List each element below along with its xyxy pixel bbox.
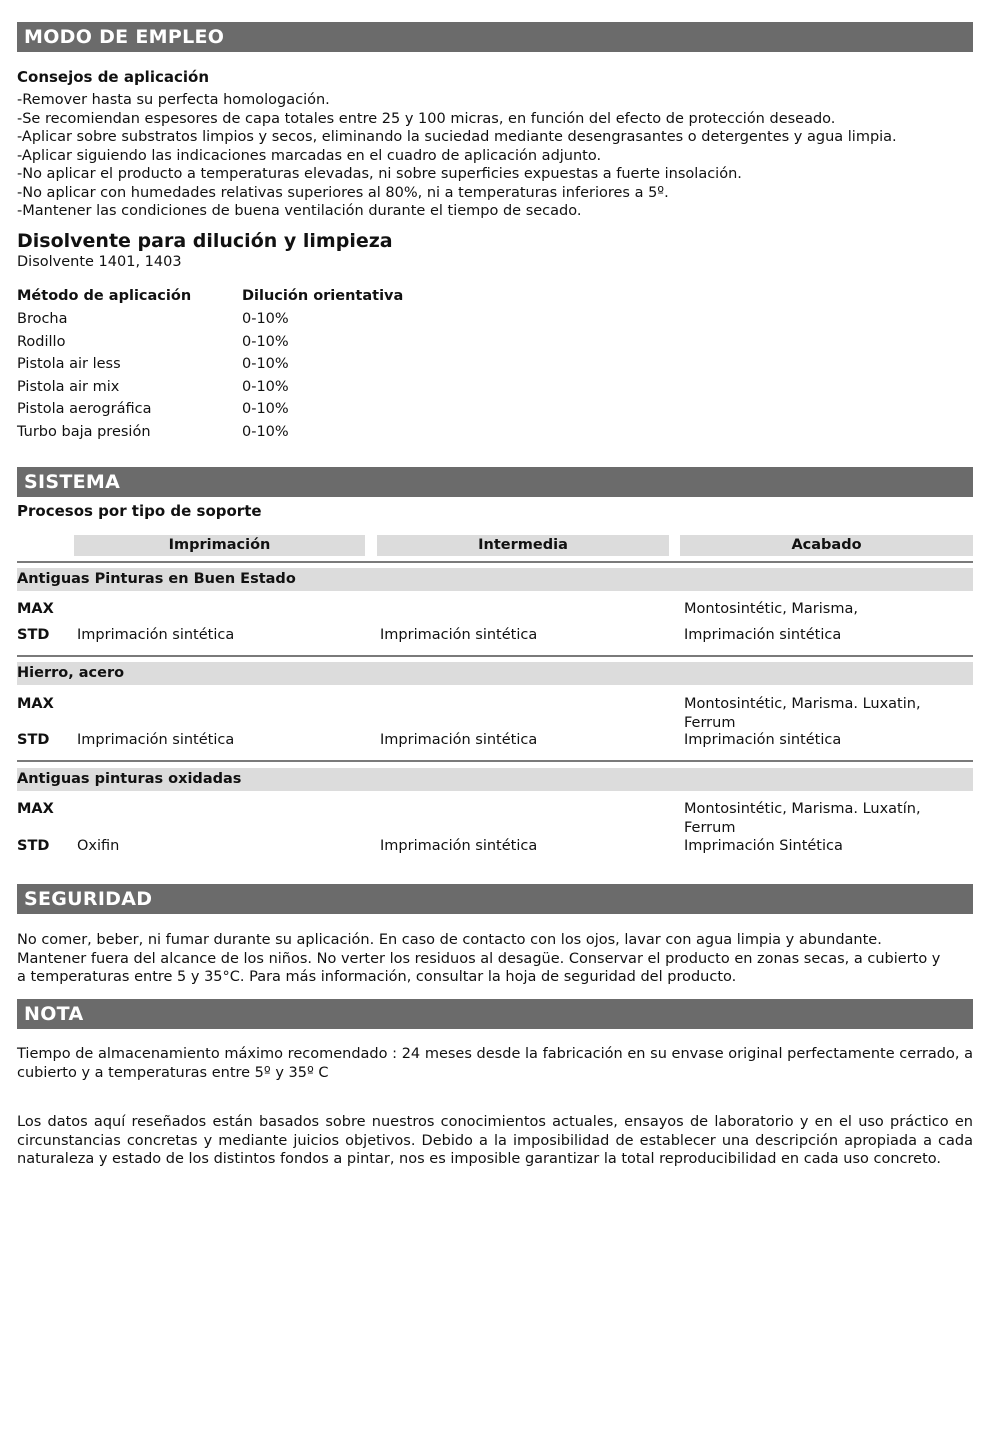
method-name: Pistola air less	[17, 356, 121, 372]
group-title: Hierro, acero	[17, 662, 973, 685]
method-dilution: 0-10%	[242, 378, 289, 395]
seguridad-line: a temperaturas entre 5 y 35°C. Para más información, consultar la hoja de seguridad del producto.	[17, 969, 737, 985]
intermedia-cell: Imprimación sintética	[380, 732, 538, 748]
method-dilution: 0-10%	[242, 423, 289, 440]
imprimacion-cell: Oxifin	[77, 838, 120, 854]
column-header-acabado: Acabado	[680, 535, 973, 556]
consejo-line: -No aplicar con humedades relativas superiores al 80%, ni a temperaturas inferiores a 5º.	[17, 184, 669, 201]
method-table-header	[17, 288, 517, 311]
group-title: Antiguas pinturas oxidadas	[17, 768, 973, 791]
divider	[17, 655, 973, 657]
row-label-max: MAX	[17, 601, 54, 617]
consejo-line: -Aplicar siguiendo las indicaciones marcadas en el cuadro de aplicación adjunto.	[17, 147, 602, 164]
imprimacion-cell: Imprimación sintética	[77, 627, 235, 643]
seguridad-line: No comer, beber, ni fumar durante su aplicación. En caso de contacto con los ojos, lavar con agua limpia y abundante.	[17, 932, 882, 948]
nota-disclaimer: Los datos aquí reseñados están basados sobre nuestros conocimientos actuales, ensayos de laboratorio y en el uso práctico en circunstancias concretas y mediante juicios objetivos. Debido a la imposibilidad de establecer una descripción apropiada a cada naturaleza y estado de los distintos fondos a pintar, nos es imposible garantizar la total reproducibilidad en cada uso concreto.	[17, 1114, 973, 1167]
consejo-line: -No aplicar el producto a temperaturas elevadas, ni sobre superficies expuestas a fuerte insolación.	[17, 166, 742, 182]
column-header-intermedia: Intermedia	[377, 535, 669, 556]
method-row	[17, 356, 517, 379]
method-row	[17, 379, 517, 402]
method-name: Turbo baja presión	[17, 423, 151, 440]
method-row	[17, 311, 517, 334]
divider	[17, 760, 973, 762]
nota-storage: Tiempo de almacenamiento máximo recomendado : 24 meses desde la fabricación en su envase original perfectamente cerrado, a cubierto y a temperaturas entre 5º y 35º C	[17, 1046, 973, 1081]
intermedia-cell: Imprimación sintética	[380, 838, 538, 854]
consejo-line: -Remover hasta su perfecta homologación.	[17, 92, 330, 108]
sistema-subtitle: Procesos por tipo de soporte	[17, 502, 262, 520]
row-label-std: STD	[17, 732, 50, 748]
group-title: Antiguas Pinturas en Buen Estado	[17, 568, 973, 591]
acabado-cell: Montosintétic, Marisma. Luxatin, Ferrum	[684, 696, 921, 731]
method-dilution: 0-10%	[242, 401, 289, 417]
acabado-cell: Montosintétic, Marisma. Luxatín, Ferrum	[684, 801, 921, 836]
acabado-cell: Imprimación Sintética	[684, 838, 843, 854]
consejos-list	[17, 91, 897, 221]
method-col-header: Método de aplicación	[17, 288, 192, 304]
consejos-title: Consejos de aplicación	[17, 68, 209, 86]
intermedia-cell: Imprimación sintética	[380, 627, 538, 643]
method-row	[17, 424, 517, 447]
section-header-nota: NOTA	[17, 999, 973, 1029]
section-header-modo-empleo: MODO DE EMPLEO	[17, 22, 973, 52]
disolvente-value: Disolvente 1401, 1403	[17, 254, 182, 270]
dilution-col-header: Dilución orientativa	[242, 288, 404, 304]
method-row	[17, 401, 517, 424]
method-dilution: 0-10%	[242, 356, 289, 372]
disolvente-title: Disolvente para dilución y limpieza	[17, 230, 393, 252]
acabado-cell: Imprimación sintética	[684, 732, 842, 748]
row-label-std: STD	[17, 838, 50, 854]
divider	[17, 561, 973, 563]
consejo-line: -Se recomiendan espesores de capa totales entre 25 y 100 micras, en función del efecto de protección deseado.	[17, 110, 836, 127]
section-header-sistema: SISTEMA	[17, 467, 973, 497]
method-row	[17, 334, 517, 357]
method-name: Rodillo	[17, 333, 66, 350]
seguridad-line: Mantener fuera del alcance de los niños. No verter los residuos al desagüe. Conservar el producto en zonas secas, a cubierto y	[17, 950, 941, 967]
method-dilution: 0-10%	[242, 333, 289, 350]
method-name: Brocha	[17, 311, 68, 327]
seguridad-text	[17, 931, 940, 987]
consejo-line: -Mantener las condiciones de buena ventilación durante el tiempo de secado.	[17, 203, 582, 219]
imprimacion-cell: Imprimación sintética	[77, 732, 235, 748]
column-header-imprimacion: Imprimación	[74, 535, 365, 556]
row-label-max: MAX	[17, 801, 54, 817]
method-name: Pistola aerográfica	[17, 401, 152, 417]
row-label-std: STD	[17, 627, 50, 643]
method-name: Pistola air mix	[17, 378, 120, 395]
method-dilution: 0-10%	[242, 311, 289, 327]
acabado-cell: Montosintétic, Marisma,	[684, 601, 858, 617]
row-label-max: MAX	[17, 696, 54, 712]
acabado-cell: Imprimación sintética	[684, 627, 842, 643]
section-header-seguridad: SEGURIDAD	[17, 884, 973, 914]
consejo-line: -Aplicar sobre substratos limpios y secos, eliminando la suciedad mediante desengrasantes o detergentes y agua limpia.	[17, 129, 897, 145]
